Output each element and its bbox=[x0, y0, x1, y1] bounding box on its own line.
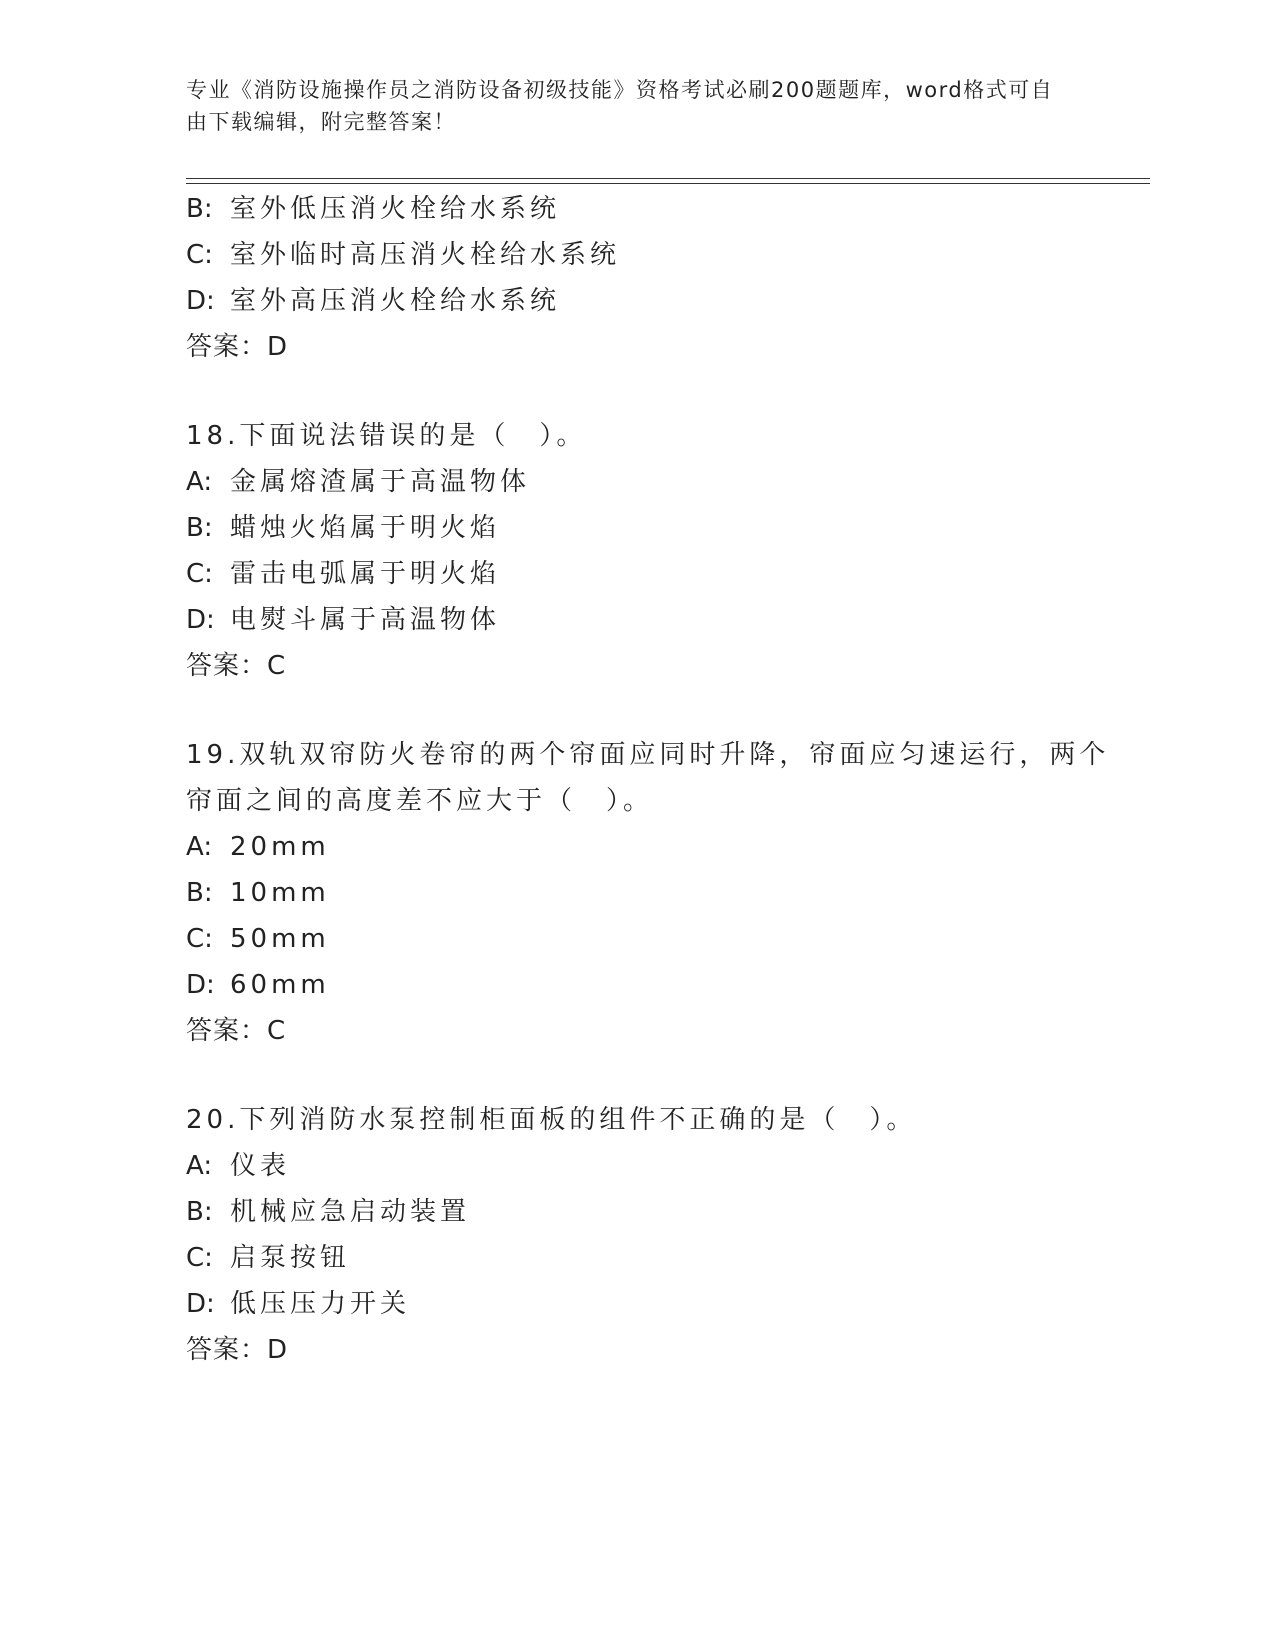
option-text: 电熨斗属于高温物体 bbox=[230, 605, 501, 635]
option-key: C: bbox=[186, 240, 213, 270]
option-key: C: bbox=[186, 1243, 213, 1273]
document-header: 专业《消防设施操作员之消防设备初级技能》资格考试必刷200题题库，word格式可自由下载编辑，附完整答案！ bbox=[186, 78, 1054, 134]
option-text: 金属熔渣属于高温物体 bbox=[230, 467, 531, 497]
option-key: C: bbox=[186, 924, 213, 954]
option-line bbox=[186, 186, 1086, 232]
option-key: B: bbox=[186, 1197, 213, 1227]
option-text: 50mm bbox=[230, 924, 330, 954]
option-text: 低压压力开关 bbox=[230, 1289, 411, 1319]
option-key: A: bbox=[186, 832, 213, 862]
answer-line: 答案：C bbox=[186, 1016, 287, 1046]
option-line bbox=[186, 1143, 1086, 1189]
answer-line: 答案：D bbox=[186, 1335, 289, 1365]
option-key: B: bbox=[186, 878, 213, 908]
option-text: 启泵按钮 bbox=[230, 1243, 351, 1273]
header-rule-top bbox=[186, 178, 1150, 179]
header-rule-bottom bbox=[186, 183, 1150, 184]
option-key: A: bbox=[186, 1151, 213, 1181]
option-text: 蜡烛火焰属于明火焰 bbox=[230, 513, 501, 543]
option-text: 60mm bbox=[230, 970, 330, 1000]
option-key: D: bbox=[186, 1289, 215, 1319]
option-text: 室外高压消火栓给水系统 bbox=[230, 286, 561, 316]
option-text: 室外临时高压消火栓给水系统 bbox=[230, 240, 621, 270]
answer-line: 答案：C bbox=[186, 651, 287, 681]
option-text: 室外低压消火栓给水系统 bbox=[230, 194, 561, 224]
option-line bbox=[186, 278, 1086, 324]
option-line bbox=[186, 232, 1086, 278]
option-line bbox=[186, 870, 1086, 916]
option-text: 机械应急启动装置 bbox=[230, 1197, 471, 1227]
option-line bbox=[186, 1235, 1086, 1281]
question-text: 18.下面说法错误的是（ ）。 bbox=[186, 421, 587, 451]
question-text-continued: 帘面之间的高度差不应大于（ ）。 bbox=[186, 786, 654, 816]
option-line bbox=[186, 916, 1086, 962]
option-key: B: bbox=[186, 513, 213, 543]
question-text: 20.下列消防水泵控制柜面板的组件不正确的是（ ）。 bbox=[186, 1105, 917, 1135]
option-text: 雷击电弧属于明火焰 bbox=[230, 559, 501, 589]
option-line bbox=[186, 597, 1086, 643]
answer-line: 答案：D bbox=[186, 332, 289, 362]
option-line bbox=[186, 1281, 1086, 1327]
option-line bbox=[186, 1189, 1086, 1235]
option-key: D: bbox=[186, 286, 215, 316]
option-key: A: bbox=[186, 467, 213, 497]
option-text: 仪表 bbox=[230, 1151, 291, 1181]
option-key: C: bbox=[186, 559, 213, 589]
option-line bbox=[186, 962, 1086, 1008]
option-line bbox=[186, 824, 1086, 870]
option-key: D: bbox=[186, 605, 215, 635]
option-line bbox=[186, 505, 1086, 551]
option-key: B: bbox=[186, 194, 213, 224]
option-line bbox=[186, 551, 1086, 597]
question-text: 19.双轨双帘防火卷帘的两个帘面应同时升降，帘面应匀速运行，两个 bbox=[186, 740, 1110, 770]
option-text: 20mm bbox=[230, 832, 330, 862]
option-text: 10mm bbox=[230, 878, 330, 908]
option-line bbox=[186, 459, 1086, 505]
question-content bbox=[186, 186, 1110, 1373]
option-key: D: bbox=[186, 970, 215, 1000]
